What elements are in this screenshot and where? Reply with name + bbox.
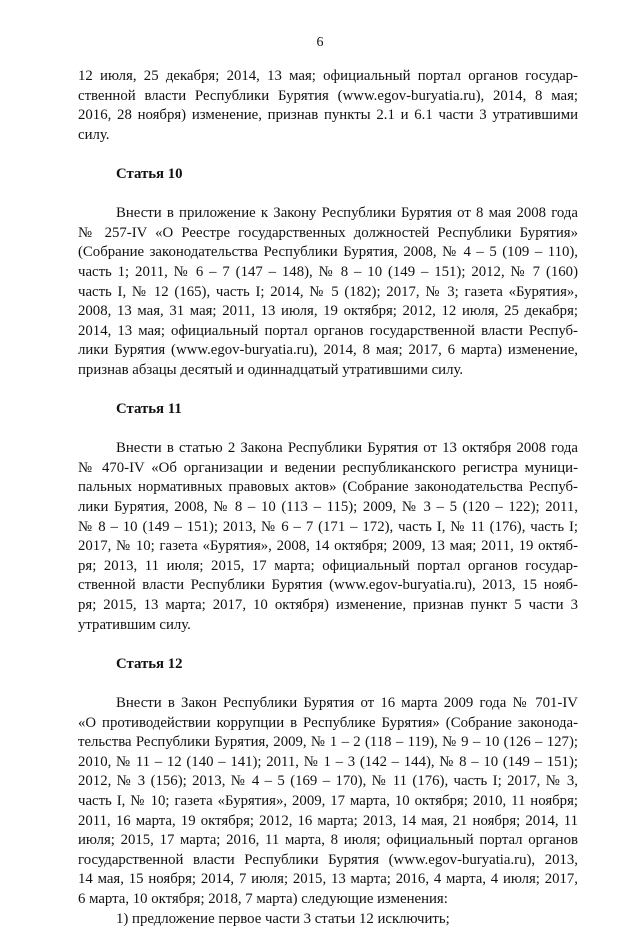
paragraph-line: пальных нормативных правовых актов» (Собрание законодательства Респуб- [78, 479, 578, 496]
article-12 [78, 655, 578, 929]
paragraph-line: ря; 2015, 13 марта; 2017, 10 октября) изменение, признав пункт 5 части 3 [78, 597, 578, 614]
paragraph-line: часть I, № 10; газета «Бурятия», 2009, 17 марта, 10 октября; 2010, 11 ноября; [78, 792, 578, 809]
paragraph-line: лики Бурятия, 2008, № 8 – 10 (113 – 115); 2009, № 3 – 5 (120 – 122); 2011, [78, 499, 578, 516]
paragraph-line: 6 марта, 10 октября; 2018, 7 марта) следующие изменения: [78, 890, 448, 907]
article-heading: Статья 11 [116, 401, 182, 418]
document-body [78, 67, 578, 929]
paragraph-line: силу. [78, 126, 110, 143]
paragraph-line: «О противодействии коррупции в Республике Бурятия» (Собрание законода- [78, 714, 578, 731]
paragraph-line: 2017, № 10; газета «Бурятия», 2008, 14 октября; 2009, 13 мая; 2011, 19 октяб- [78, 538, 578, 555]
paragraph-line: 2014, 13 мая; официальный портал органов государственной власти Респуб- [78, 322, 578, 339]
paragraph-line: утратившим силу. [78, 616, 191, 633]
page-number: 6 [316, 35, 324, 50]
list-item: 1) предложение первое части 3 статьи 12 исключить; [116, 910, 450, 927]
paragraph-line: (Собрание законодательства Республики Бурятия, 2008, № 4 – 5 (109 – 110), [78, 244, 578, 261]
article-11-paragraph [78, 439, 578, 635]
paragraph-line: часть I, № 12 (165), часть I; 2014, № 5 (182); 2017, № 3; газета «Бурятия», [78, 283, 578, 300]
paragraph-line: Внести в приложение к Закону Республики Бурятия от 8 мая 2008 года [116, 205, 578, 222]
paragraph-line: Внести в статью 2 Закона Республики Бурятия от 13 октября 2008 года [116, 440, 578, 457]
paragraph-line: 2012, № 3 (156); 2013, № 4 – 5 (169 – 170), № 11 (176), часть I; 2017, № 3, [78, 773, 578, 790]
paragraph-line: 2016, 28 ноября) изменение, признав пункты 2.1 и 6.1 части 3 утратившими [78, 107, 578, 124]
paragraph-line: тельства Республики Бурятия, 2009, № 1 – 2 (118 – 119), № 9 – 10 (126 – 127); [78, 734, 578, 751]
paragraph-line: июля; 2015, 17 марта; 2016, 11 марта, 8 июля; официальный портал органов [78, 832, 578, 849]
paragraph-line: ря; 2013, 11 июля; 2015, 17 марта; официальный портал органов государ- [78, 557, 578, 574]
paragraph-line: № 257-IV «О Реестре государственных должностей Республики Бурятия» [78, 224, 578, 241]
paragraph-line: ственной власти Республики Бурятия (www.egov-buryatia.ru), 2013, 15 нояб- [78, 577, 578, 594]
article-11 [78, 400, 578, 635]
intro-paragraph [78, 67, 578, 145]
paragraph-line: 2008, 13 мая, 31 мая; 2011, 13 июля, 19 октября; 2012, 12 июля, 25 декабря; [78, 303, 578, 320]
paragraph-line: 12 июля, 25 декабря; 2014, 13 мая; официальный портал органов государ- [78, 68, 578, 84]
paragraph-line: признав абзацы десятый и одиннадцатый утратившими силу. [78, 361, 464, 378]
paragraph-line: ственной власти Республики Бурятия (www.egov-buryatia.ru), 2014, 8 мая; [78, 87, 578, 104]
article-heading: Статья 12 [116, 655, 183, 672]
article-10-paragraph [78, 204, 578, 380]
paragraph-line: лики Бурятия (www.egov-buryatia.ru), 2014, 8 мая; 2017, 6 марта) изменение, [78, 342, 578, 359]
article-12-paragraph [78, 694, 578, 929]
paragraph-line: № 8 – 10 (149 – 151); 2013, № 6 – 7 (171 – 172), часть I, № 11 (176), часть I; [78, 518, 578, 535]
paragraph-line: 2011, 16 марта, 19 октября; 2012, 16 марта; 2013, 14 мая, 21 ноября; 2014, 11 [78, 812, 578, 829]
article-10 [78, 165, 578, 381]
paragraph-line: 2010, № 11 – 12 (140 – 141); 2011, № 1 – 3 (142 – 144), № 8 – 10 (149 – 151); [78, 753, 578, 770]
paragraph-line: Внести в Закон Республики Бурятия от 16 марта 2009 года № 701-IV [116, 695, 578, 711]
paragraph-line: 14 мая, 15 ноября; 2014, 7 июля; 2015, 13 марта; 2016, 4 марта, 4 июля; 2017, [78, 871, 578, 888]
article-heading: Статья 10 [116, 165, 183, 182]
paragraph-line: государственной власти Республики Бурятия (www.egov-buryatia.ru), 2013, [78, 851, 578, 868]
paragraph-line: часть 1; 2011, № 6 – 7 (147 – 148), № 8 – 10 (149 – 151); 2012, № 7 (160) [78, 263, 578, 280]
paragraph-line: № 470-IV «Об организации и ведении республиканского регистра муници- [78, 459, 578, 476]
